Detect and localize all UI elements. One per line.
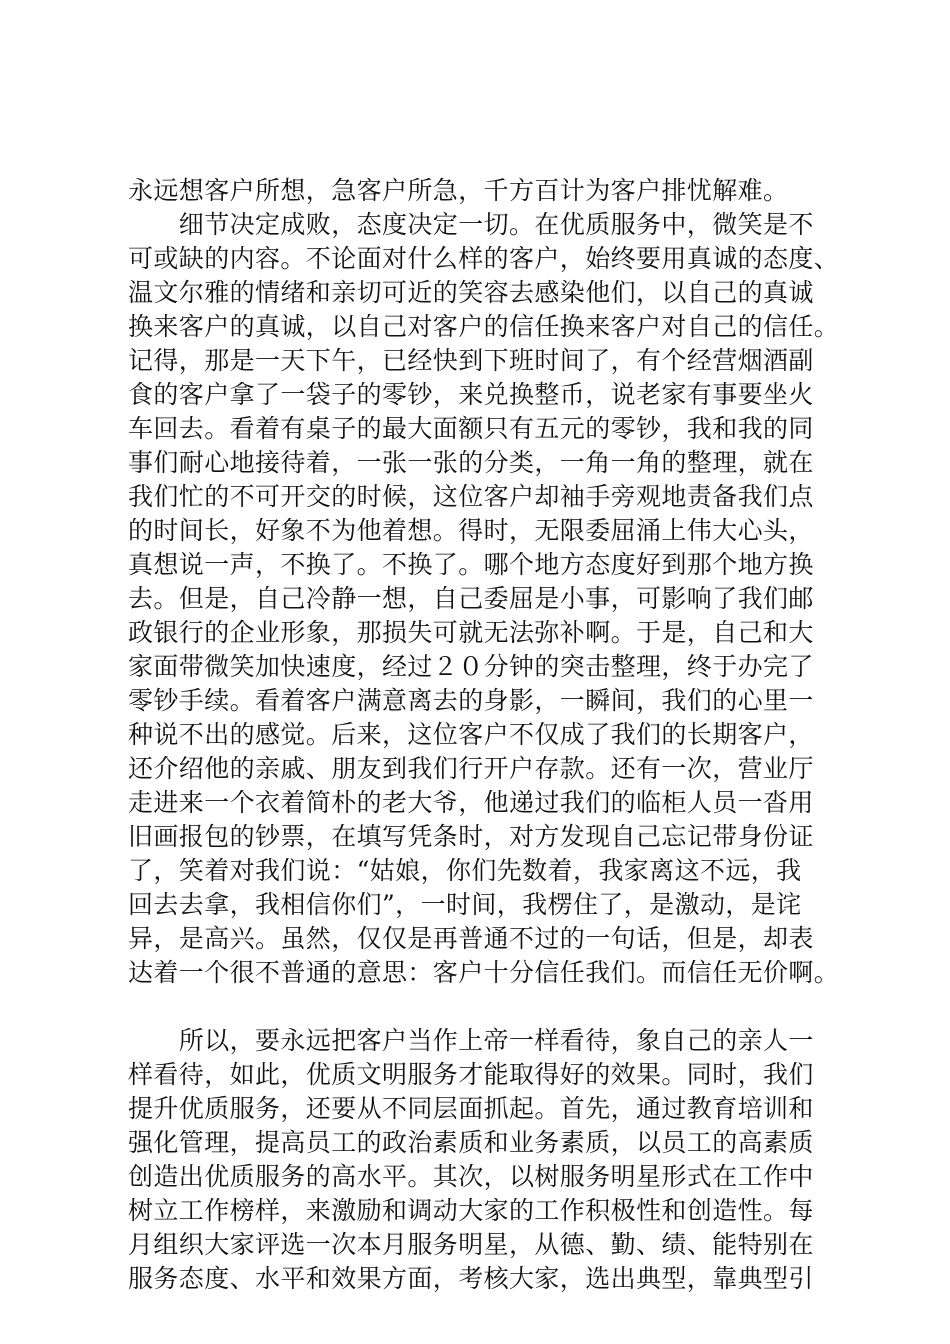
text-line: 真想说一声，不换了。不换了。哪个地方态度好到那个地方换 xyxy=(128,550,814,579)
text-line: 去。但是，自己冷静一想，自己委屈是小事，可影响了我们邮 xyxy=(128,584,814,613)
text-line: 达着一个很不普通的意思：客户十分信任我们。而信任无价啊。 xyxy=(128,958,840,987)
text-line: 零钞手续。看着客户满意离去的身影，一瞬间，我们的心里一 xyxy=(128,686,814,715)
text-line: 我们忙的不可开交的时候，这位客户却袖手旁观地责备我们点 xyxy=(128,482,814,511)
text-line: 强化管理，提高员工的政治素质和业务素质，以员工的高素质 xyxy=(128,1128,814,1157)
text-line: 创造出优质服务的高水平。其次，以树服务明星形式在工作中 xyxy=(128,1162,814,1191)
text-line: 细节决定成败，态度决定一切。在优质服务中，微笑是不 xyxy=(128,210,814,239)
text-line: 换来客户的真诚，以自己对客户的信任换来客户对自己的信任。 xyxy=(128,312,840,341)
text-line: 永远想客户所想，急客户所急，千方百计为客户排忧解难。 xyxy=(128,176,789,205)
text-line: 的时间长，好象不为他着想。得时，无限委屈涌上伟大心头， xyxy=(128,516,814,545)
text-line: 家面带微笑加快速度，经过２０分钟的突击整理，终于办完了 xyxy=(128,652,814,681)
text-line: 样看待，如此，优质文明服务才能取得好的效果。同时，我们 xyxy=(128,1060,814,1089)
text-line: 可或缺的内容。不论面对什么样的客户，始终要用真诚的态度、 xyxy=(128,244,840,273)
text-line: 异，是高兴。虽然，仅仅是再普通不过的一句话，但是，却表 xyxy=(128,924,814,953)
text-line: 提升优质服务，还要从不同层面抓起。首先，通过教育培训和 xyxy=(128,1094,814,1123)
text-line: 政银行的企业形象，那损失可就无法弥补啊。于是，自己和大 xyxy=(128,618,814,647)
text-line: 车回去。看着有桌子的最大面额只有五元的零钞，我和我的同 xyxy=(128,414,814,443)
text-line: 所以，要永远把客户当作上帝一样看待，象自己的亲人一 xyxy=(128,1026,814,1055)
text-line: 记得，那是一天下午，已经快到下班时间了，有个经营烟酒副 xyxy=(128,346,814,375)
text-line: 服务态度、水平和效果方面，考核大家，选出典型，靠典型引 xyxy=(128,1264,814,1293)
text-line: 事们耐心地接待着，一张一张的分类，一角一角的整理，就在 xyxy=(128,448,814,477)
text-line: 树立工作榜样，来激励和调动大家的工作积极性和创造性。每 xyxy=(128,1196,814,1225)
text-line: 食的客户拿了一袋子的零钞，来兑换整币，说老家有事要坐火 xyxy=(128,380,814,409)
text-line: 回去去拿，我相信你们”，一时间，我楞住了，是激动，是诧 xyxy=(128,890,802,919)
text-line: 走进来一个衣着简朴的老大爷，他递过我们的临柜人员一沓用 xyxy=(128,788,814,817)
text-line: 种说不出的感觉。后来，这位客户不仅成了我们的长期客户， xyxy=(128,720,814,749)
text-line: 旧画报包的钞票，在填写凭条时，对方发现自己忘记带身份证 xyxy=(128,822,814,851)
text-line: 温文尔雅的情绪和亲切可近的笑容去感染他们，以自己的真诚 xyxy=(128,278,814,307)
text-line: 还介绍他的亲戚、朋友到我们行开户存款。还有一次，营业厅 xyxy=(128,754,814,783)
text-line: 月组织大家评选一次本月服务明星，从德、勤、绩、能特别在 xyxy=(128,1230,814,1259)
text-line: 了，笑着对我们说：“姑娘，你们先数着，我家离这不远，我 xyxy=(128,856,802,885)
